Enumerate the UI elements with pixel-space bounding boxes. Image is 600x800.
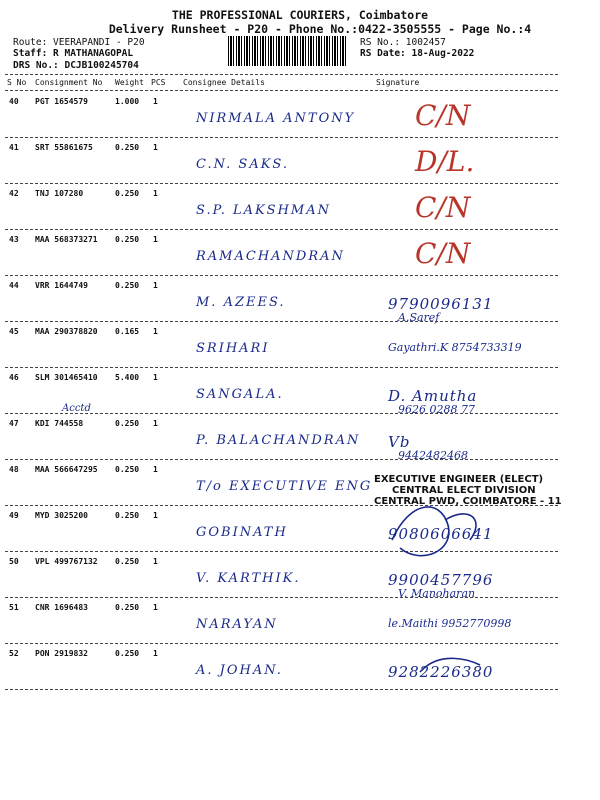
row-consignment: TNJ 107280	[35, 189, 84, 198]
row-pcs: 1	[153, 327, 158, 336]
row-weight: 0.250	[115, 557, 140, 566]
signature-extra: 9626 0288 77	[398, 403, 475, 416]
signature-text: D/L.	[415, 145, 475, 178]
row-sno: 51	[9, 603, 19, 612]
runsheet-subtitle: Delivery Runsheet - P20 - Phone No.:0422-3505555 - Page No.:4	[108, 22, 532, 36]
consignee-name: NIRMALA ANTONY	[196, 111, 356, 126]
row-consignment: VPL 499767132	[35, 557, 98, 566]
signature-text: 9790096131	[388, 295, 494, 313]
row-consignment: CNR 1696483	[35, 603, 88, 612]
row-consignment: MAA 566647295	[35, 465, 98, 474]
row-sno: 47	[9, 419, 19, 428]
row-consignment: MAA 568373271	[35, 235, 98, 244]
consignee-name: S.P. LAKSHMAN	[196, 203, 332, 218]
consignee-name: SRIHARI	[196, 341, 270, 356]
signature-text: 9080606641	[388, 525, 494, 543]
row-pcs: 1	[153, 97, 158, 106]
consignee-name: C.N. SAKS.	[196, 157, 290, 172]
staff-label: Staff: R MATHANAGOPAL	[13, 48, 134, 59]
row-pcs: 1	[153, 281, 158, 290]
row-sno: 48	[9, 465, 19, 474]
consignee-name: SANGALA.	[196, 387, 284, 402]
row-sno: 49	[9, 511, 19, 520]
row-weight: 0.250	[115, 603, 140, 612]
row-consignment: SRT 55861675	[35, 143, 93, 152]
margin-note: Acctd	[62, 403, 91, 414]
row-weight: 0.250	[115, 419, 140, 428]
col-signature: Signature	[376, 78, 420, 87]
row-sno: 52	[9, 649, 19, 658]
row-pcs: 1	[153, 373, 158, 382]
col-consignee: Consignee Details	[183, 78, 265, 87]
consignee-name: NARAYAN	[196, 617, 278, 632]
row-weight: 0.250	[115, 143, 140, 152]
signature-text: Vb	[388, 433, 411, 451]
consignee-name: RAMACHANDRAN	[196, 249, 345, 264]
row-weight: 0.165	[115, 327, 140, 336]
row-consignment: SLM 301465410	[35, 373, 98, 382]
consignee-name: P. BALACHANDRAN	[196, 433, 361, 448]
consignee-name: A. JOHAN.	[196, 663, 283, 678]
rs-number: RS No.: 1002457	[360, 37, 446, 48]
row-pcs: 1	[153, 557, 158, 566]
signature-text: D. Amutha	[388, 387, 478, 405]
signature-text: 9282226380	[388, 663, 494, 681]
drs-label: DRS No.: DCJB100245704	[13, 60, 139, 71]
row-pcs: 1	[153, 189, 158, 198]
signature-text: 9900457796	[388, 571, 494, 589]
col-pcs: PCS	[151, 78, 166, 87]
row-consignment: KDI 744558	[35, 419, 84, 428]
row-pcs: 1	[153, 419, 158, 428]
consignee-name: V. KARTHIK.	[196, 571, 301, 586]
row-pcs: 1	[153, 143, 158, 152]
row-weight: 0.250	[115, 189, 140, 198]
consignee-name: GOBINATH	[196, 525, 288, 540]
signature-text: C/N	[415, 191, 471, 224]
row-consignment: MYD 3025200	[35, 511, 88, 520]
row-pcs: 1	[153, 235, 158, 244]
row-weight: 0.250	[115, 235, 140, 244]
row-pcs: 1	[153, 603, 158, 612]
runsheet-title: THE PROFESSIONAL COURIERS, Coimbatore	[171, 8, 429, 22]
row-sno: 40	[9, 97, 19, 106]
row-weight: 0.250	[115, 511, 140, 520]
stamp-line: EXECUTIVE ENGINEER (ELECT)	[374, 474, 544, 485]
signature-text: le.Maithi 9952770998	[388, 617, 512, 630]
stamp-line: CENTRAL PWD, COIMBATORE - 11	[374, 496, 562, 507]
col-sno: S No	[7, 78, 27, 87]
col-consignment: Consignment No	[35, 78, 103, 87]
signature-extra: V. Manoharan	[398, 587, 476, 600]
row-weight: 1.000	[115, 97, 140, 106]
row-weight: 0.250	[115, 465, 140, 474]
row-pcs: 1	[153, 511, 158, 520]
route-label: Route: VEERAPANDI - P20	[13, 37, 145, 48]
row-pcs: 1	[153, 465, 158, 474]
row-sno: 50	[9, 557, 19, 566]
stamp-line: CENTRAL ELECT DIVISION	[392, 485, 536, 496]
row-sno: 44	[9, 281, 19, 290]
row-sno: 42	[9, 189, 19, 198]
col-weight: Weight	[115, 78, 144, 87]
row-consignment: PON 2919832	[35, 649, 88, 658]
row-weight: 5.400	[115, 373, 140, 382]
consignee-name: M. AZEES.	[196, 295, 286, 310]
signature-text: Gayathri.K 8754733319	[388, 341, 522, 354]
row-sno: 45	[9, 327, 19, 336]
signature-text: C/N	[415, 99, 471, 132]
row-weight: 0.250	[115, 281, 140, 290]
row-weight: 0.250	[115, 649, 140, 658]
signature-extra: A.Saref	[398, 311, 440, 324]
row-sno: 46	[9, 373, 19, 382]
row-consignment: VRR 1644749	[35, 281, 88, 290]
signature-extra: 9442482468	[398, 449, 468, 462]
row-sno: 41	[9, 143, 19, 152]
row-consignment: PGT 1654579	[35, 97, 88, 106]
rs-date: RS Date: 18-Aug-2022	[360, 48, 475, 59]
row-pcs: 1	[153, 649, 158, 658]
signature-text: C/N	[415, 237, 471, 270]
row-sno: 43	[9, 235, 19, 244]
consignee-name: T/o EXECUTIVE ENG	[196, 479, 373, 494]
row-consignment: MAA 290378820	[35, 327, 98, 336]
